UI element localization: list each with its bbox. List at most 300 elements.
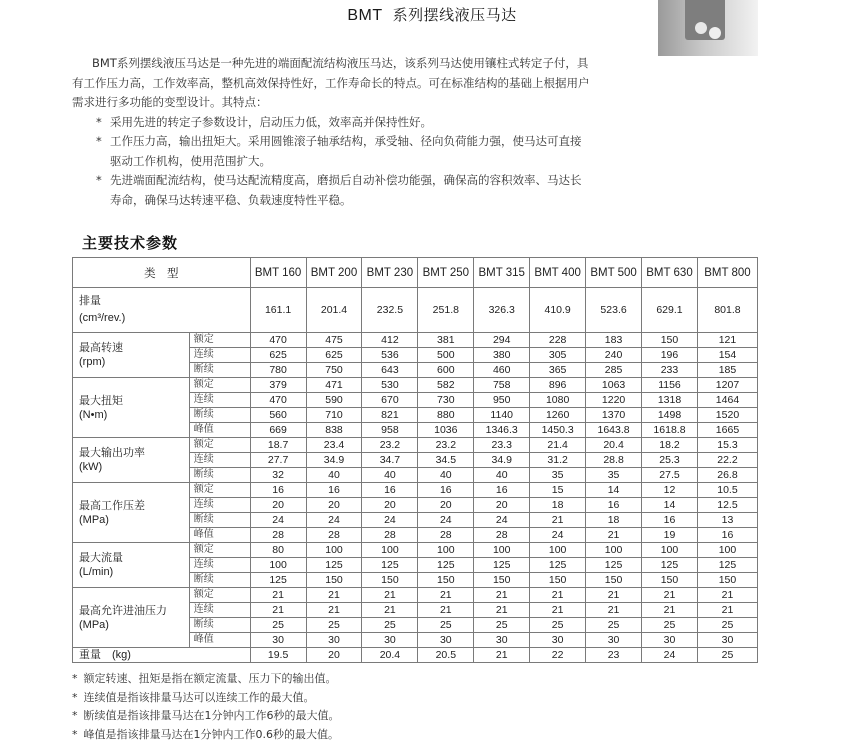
sub-label: 连续 xyxy=(189,498,250,513)
table-cell: 14 xyxy=(642,498,698,513)
table-cell: 1318 xyxy=(642,393,698,408)
table-cell: 30 xyxy=(642,633,698,648)
table-cell: 21 xyxy=(474,588,530,603)
table-cell: 471 xyxy=(306,378,362,393)
table-cell: 100 xyxy=(642,543,698,558)
table-cell: 22 xyxy=(530,648,586,663)
table-cell: 625 xyxy=(250,348,306,363)
table-cell: 326.3 xyxy=(474,288,530,333)
table-cell: 25.3 xyxy=(642,453,698,468)
table-cell: 150 xyxy=(642,333,698,348)
table-cell: 475 xyxy=(306,333,362,348)
table-cell: 410.9 xyxy=(530,288,586,333)
table-cell: 100 xyxy=(474,543,530,558)
param-label xyxy=(73,438,190,483)
bullet-star-icon: * xyxy=(96,173,102,187)
table-cell: 18 xyxy=(530,498,586,513)
table-cell: 21 xyxy=(530,588,586,603)
table-cell: 40 xyxy=(362,468,418,483)
table-cell: 150 xyxy=(530,573,586,588)
table-cell: 196 xyxy=(642,348,698,363)
table-cell: 28.8 xyxy=(586,453,642,468)
table-cell: 100 xyxy=(306,543,362,558)
table-cell: 750 xyxy=(306,363,362,378)
table-cell: 21 xyxy=(530,513,586,528)
table-cell: 125 xyxy=(362,558,418,573)
sub-label: 断续 xyxy=(189,468,250,483)
table-cell: 28 xyxy=(362,528,418,543)
table-cell: 125 xyxy=(250,573,306,588)
param-name: 最高工作压差 xyxy=(79,499,145,512)
feature-text: 工作压力高，输出扭矩大。采用圆锥滚子轴承结构，承受轴、径向负荷能力强，使马达可直接驱动工作机构，使用范围扩大。 xyxy=(110,134,582,168)
table-row xyxy=(73,588,758,603)
table-cell: 21 xyxy=(250,603,306,618)
table-cell: 25 xyxy=(697,618,757,633)
table-cell: 530 xyxy=(362,378,418,393)
table-cell: 16 xyxy=(306,483,362,498)
sub-label: 额定 xyxy=(189,438,250,453)
feature-text: 先进端面配流结构，使马达配流精度高，磨损后自动补偿功能强，确保高的容积效率、马达长寿命，确保马达转速平稳、负载速度特性平稳。 xyxy=(110,173,582,207)
table-cell: 1618.8 xyxy=(642,423,698,438)
table-cell: 40 xyxy=(418,468,474,483)
sub-label: 断续 xyxy=(189,408,250,423)
motor-port-shape xyxy=(695,22,707,34)
table-cell: 34.7 xyxy=(362,453,418,468)
table-cell: 125 xyxy=(306,558,362,573)
table-cell: 26.8 xyxy=(697,468,757,483)
table-cell: 582 xyxy=(418,378,474,393)
model-header: BMT 160 xyxy=(250,258,306,288)
table-cell: 21 xyxy=(306,603,362,618)
table-cell: 21 xyxy=(697,603,757,618)
table-cell: 21 xyxy=(697,588,757,603)
table-cell: 240 xyxy=(586,348,642,363)
table-cell: 600 xyxy=(418,363,474,378)
table-cell: 1346.3 xyxy=(474,423,530,438)
table-cell: 15 xyxy=(530,483,586,498)
sub-label: 额定 xyxy=(189,483,250,498)
param-label xyxy=(73,588,190,648)
table-cell: 150 xyxy=(306,573,362,588)
note-star-icon: * xyxy=(72,727,78,741)
sub-label: 额定 xyxy=(189,378,250,393)
table-cell: 100 xyxy=(362,543,418,558)
table-cell: 14 xyxy=(586,483,642,498)
model-header: BMT 400 xyxy=(530,258,586,288)
table-cell: 24 xyxy=(250,513,306,528)
table-cell: 34.9 xyxy=(306,453,362,468)
table-cell: 780 xyxy=(250,363,306,378)
table-cell: 32 xyxy=(250,468,306,483)
table-cell: 125 xyxy=(530,558,586,573)
table-cell: 629.1 xyxy=(642,288,698,333)
table-row xyxy=(73,648,758,663)
spec-table xyxy=(72,257,758,663)
table-cell: 21 xyxy=(418,603,474,618)
param-name: 最大流量 xyxy=(79,552,123,564)
param-name: 最大扭矩 xyxy=(79,394,123,407)
table-cell: 28 xyxy=(418,528,474,543)
sub-label: 断续 xyxy=(189,363,250,378)
product-photo xyxy=(658,0,758,56)
table-cell: 150 xyxy=(474,573,530,588)
table-cell: 21 xyxy=(642,588,698,603)
table-cell: 25 xyxy=(697,648,757,663)
param-unit: (N•m) xyxy=(79,408,108,421)
table-cell: 16 xyxy=(474,483,530,498)
table-cell: 643 xyxy=(362,363,418,378)
table-cell: 590 xyxy=(306,393,362,408)
sub-label: 连续 xyxy=(189,453,250,468)
table-cell: 23 xyxy=(586,648,642,663)
table-cell: 1220 xyxy=(586,393,642,408)
table-cell: 16 xyxy=(418,483,474,498)
table-cell: 23.4 xyxy=(306,438,362,453)
table-cell: 10.5 xyxy=(697,483,757,498)
sub-label: 额定 xyxy=(189,333,250,348)
table-cell: 20 xyxy=(250,498,306,513)
table-cell: 232.5 xyxy=(362,288,418,333)
model-header: BMT 500 xyxy=(586,258,642,288)
note-item xyxy=(72,689,340,708)
table-cell: 100 xyxy=(250,558,306,573)
param-label xyxy=(73,483,190,543)
table-cell: 24 xyxy=(418,513,474,528)
param-label xyxy=(73,543,190,588)
table-cell: 251.8 xyxy=(418,288,474,333)
table-cell: 24 xyxy=(642,648,698,663)
feature-text: 采用先进的转定子参数设计，启动压力低，效率高并保持性好。 xyxy=(110,114,432,129)
table-cell: 285 xyxy=(586,363,642,378)
table-cell: 35 xyxy=(530,468,586,483)
table-cell: 22.2 xyxy=(697,453,757,468)
table-cell: 125 xyxy=(586,558,642,573)
table-cell: 18.2 xyxy=(642,438,698,453)
table-row xyxy=(73,483,758,498)
table-cell: 25 xyxy=(250,618,306,633)
table-cell: 523.6 xyxy=(586,288,642,333)
table-cell: 28 xyxy=(474,528,530,543)
table-cell: 25 xyxy=(362,618,418,633)
table-cell: 100 xyxy=(418,543,474,558)
table-cell: 20 xyxy=(362,498,418,513)
table-cell: 1063 xyxy=(586,378,642,393)
table-cell: 19.5 xyxy=(250,648,306,663)
table-cell: 1498 xyxy=(642,408,698,423)
table-cell: 34.9 xyxy=(474,453,530,468)
table-cell: 896 xyxy=(530,378,586,393)
table-cell: 21 xyxy=(362,588,418,603)
table-cell: 25 xyxy=(418,618,474,633)
table-cell: 183 xyxy=(586,333,642,348)
model-header: BMT 250 xyxy=(418,258,474,288)
table-cell: 669 xyxy=(250,423,306,438)
table-cell: 412 xyxy=(362,333,418,348)
table-cell: 880 xyxy=(418,408,474,423)
table-cell: 21 xyxy=(586,603,642,618)
table-cell: 28 xyxy=(250,528,306,543)
table-cell: 21 xyxy=(306,588,362,603)
sub-label: 额定 xyxy=(189,588,250,603)
table-cell: 1156 xyxy=(642,378,698,393)
table-cell: 21 xyxy=(418,588,474,603)
table-cell: 24 xyxy=(530,528,586,543)
table-cell: 150 xyxy=(418,573,474,588)
table-cell: 228 xyxy=(530,333,586,348)
table-cell: 125 xyxy=(697,558,757,573)
model-header: BMT 315 xyxy=(474,258,530,288)
table-cell: 150 xyxy=(586,573,642,588)
table-cell: 80 xyxy=(250,543,306,558)
table-cell: 27.7 xyxy=(250,453,306,468)
table-cell: 30 xyxy=(250,633,306,648)
table-cell: 15.3 xyxy=(697,438,757,453)
table-cell: 150 xyxy=(362,573,418,588)
param-unit: (rpm) xyxy=(79,356,106,368)
model-header: BMT 200 xyxy=(306,258,362,288)
table-row xyxy=(73,288,758,333)
table-cell: 560 xyxy=(250,408,306,423)
table-cell: 21 xyxy=(586,588,642,603)
table-cell: 16 xyxy=(250,483,306,498)
table-cell: 28 xyxy=(306,528,362,543)
intro-paragraph: BMT系列摆线液压马达是一种先进的端面配流结构液压马达，该系列马达使用镶柱式转定子付，具有工作压力高，工作效率高，整机高效保持性好，工作寿命长的特点。可在标准结构的基础上根据用户需求进行多功能的变型设计。其特点： xyxy=(72,56,590,109)
sub-label: 连续 xyxy=(189,348,250,363)
feature-item xyxy=(96,132,592,171)
sub-label: 断续 xyxy=(189,573,250,588)
table-row xyxy=(73,378,758,393)
table-cell: 536 xyxy=(362,348,418,363)
table-cell: 21 xyxy=(642,603,698,618)
table-cell: 20 xyxy=(418,498,474,513)
table-cell: 21.4 xyxy=(530,438,586,453)
table-cell: 25 xyxy=(642,618,698,633)
table-cell: 40 xyxy=(474,468,530,483)
table-cell: 18 xyxy=(586,513,642,528)
table-cell: 161.1 xyxy=(250,288,306,333)
table-cell: 154 xyxy=(697,348,757,363)
sub-label: 峰值 xyxy=(189,633,250,648)
table-cell: 25 xyxy=(530,618,586,633)
table-cell: 950 xyxy=(474,393,530,408)
table-cell: 21 xyxy=(474,648,530,663)
table-cell: 150 xyxy=(642,573,698,588)
note-star-icon: * xyxy=(72,690,78,704)
table-cell: 958 xyxy=(362,423,418,438)
table-cell: 16 xyxy=(642,513,698,528)
param-unit: (MPa) xyxy=(79,618,109,631)
table-cell: 100 xyxy=(586,543,642,558)
table-cell: 121 xyxy=(697,333,757,348)
note-text: 断续值是指该排量马达在1分钟内工作6秒的最大值。 xyxy=(83,709,340,722)
table-cell: 23.3 xyxy=(474,438,530,453)
table-cell: 150 xyxy=(697,573,757,588)
table-cell: 500 xyxy=(418,348,474,363)
table-cell: 20.4 xyxy=(586,438,642,453)
table-cell: 125 xyxy=(642,558,698,573)
sub-label: 断续 xyxy=(189,513,250,528)
param-label xyxy=(73,288,251,333)
table-cell: 21 xyxy=(250,588,306,603)
table-cell: 470 xyxy=(250,393,306,408)
table-cell: 24 xyxy=(306,513,362,528)
table-cell: 19 xyxy=(642,528,698,543)
section-title: 主要技术参数 xyxy=(82,234,179,252)
sub-label: 断续 xyxy=(189,618,250,633)
bullet-star-icon: * xyxy=(96,134,102,148)
table-cell: 12 xyxy=(642,483,698,498)
table-cell: 16 xyxy=(362,483,418,498)
title-text: 系列摆线液压马达 xyxy=(392,6,517,24)
model-header: BMT 630 xyxy=(642,258,698,288)
table-cell: 40 xyxy=(306,468,362,483)
bullet-star-icon: * xyxy=(96,114,102,129)
table-cell: 670 xyxy=(362,393,418,408)
table-cell: 18.7 xyxy=(250,438,306,453)
table-cell: 801.8 xyxy=(697,288,757,333)
note-star-icon: * xyxy=(72,709,78,722)
feature-list xyxy=(72,113,592,211)
table-cell: 23.2 xyxy=(362,438,418,453)
sub-label: 额定 xyxy=(189,543,250,558)
table-header-row xyxy=(73,258,758,288)
table-cell: 294 xyxy=(474,333,530,348)
table-cell: 30 xyxy=(306,633,362,648)
table-cell: 1665 xyxy=(697,423,757,438)
sub-label: 连续 xyxy=(189,558,250,573)
table-cell: 25 xyxy=(474,618,530,633)
table-cell: 20.5 xyxy=(418,648,474,663)
table-cell: 380 xyxy=(474,348,530,363)
title-model: BMT xyxy=(347,7,383,24)
table-cell: 13 xyxy=(697,513,757,528)
model-header: BMT 800 xyxy=(697,258,757,288)
note-star-icon: * xyxy=(72,672,78,685)
table-cell: 758 xyxy=(474,378,530,393)
table-cell: 1140 xyxy=(474,408,530,423)
table-cell: 625 xyxy=(306,348,362,363)
table-cell: 12.5 xyxy=(697,498,757,513)
table-cell: 23.2 xyxy=(418,438,474,453)
table-cell: 185 xyxy=(697,363,757,378)
table-cell: 838 xyxy=(306,423,362,438)
table-cell: 1260 xyxy=(530,408,586,423)
table-cell: 24 xyxy=(362,513,418,528)
table-cell: 710 xyxy=(306,408,362,423)
note-item xyxy=(72,670,340,689)
table-cell: 1080 xyxy=(530,393,586,408)
param-name: 最大输出功率 xyxy=(79,447,145,459)
table-cell: 27.5 xyxy=(642,468,698,483)
table-cell: 30 xyxy=(474,633,530,648)
param-unit: (kW) xyxy=(79,461,103,473)
table-cell: 24 xyxy=(474,513,530,528)
table-cell: 1464 xyxy=(697,393,757,408)
note-text: 峰值是指该排量马达在1分钟内工作0.6秒的最大值。 xyxy=(83,727,339,741)
table-cell: 21 xyxy=(474,603,530,618)
motor-port-shape xyxy=(709,27,721,39)
param-label xyxy=(73,378,190,438)
note-item xyxy=(72,707,340,726)
table-cell: 34.5 xyxy=(418,453,474,468)
sub-label: 峰值 xyxy=(189,423,250,438)
table-cell: 365 xyxy=(530,363,586,378)
param-name: 最高允许进油压力 xyxy=(79,604,167,617)
table-cell: 20 xyxy=(306,498,362,513)
table-cell: 16 xyxy=(586,498,642,513)
table-cell: 201.4 xyxy=(306,288,362,333)
table-cell: 1450.3 xyxy=(530,423,586,438)
table-cell: 821 xyxy=(362,408,418,423)
table-row xyxy=(73,438,758,453)
table-cell: 16 xyxy=(697,528,757,543)
param-label: 重量 (kg) xyxy=(73,648,251,663)
param-label xyxy=(73,333,190,378)
table-cell: 20 xyxy=(474,498,530,513)
param-unit: (L/min) xyxy=(79,566,114,578)
param-unit: (MPa) xyxy=(79,513,109,526)
param-name: 排量 xyxy=(79,295,101,307)
table-cell: 470 xyxy=(250,333,306,348)
sub-label: 连续 xyxy=(189,603,250,618)
table-cell: 30 xyxy=(362,633,418,648)
table-cell: 1520 xyxy=(697,408,757,423)
note-item xyxy=(72,726,340,745)
table-cell: 1643.8 xyxy=(586,423,642,438)
param-unit: (cm³/rev.) xyxy=(79,312,126,324)
table-cell: 21 xyxy=(586,528,642,543)
table-row xyxy=(73,333,758,348)
table-cell: 35 xyxy=(586,468,642,483)
table-cell: 233 xyxy=(642,363,698,378)
table-cell: 21 xyxy=(362,603,418,618)
table-cell: 20.4 xyxy=(362,648,418,663)
table-cell: 730 xyxy=(418,393,474,408)
notes xyxy=(72,670,340,744)
feature-item xyxy=(96,171,592,210)
table-cell: 30 xyxy=(697,633,757,648)
param-name: 最高转速 xyxy=(79,342,123,354)
table-cell: 125 xyxy=(418,558,474,573)
table-cell: 100 xyxy=(530,543,586,558)
table-cell: 1036 xyxy=(418,423,474,438)
note-text: 额定转速、扭矩是指在额定流量、压力下的输出值。 xyxy=(83,672,337,685)
table-cell: 381 xyxy=(418,333,474,348)
table-cell: 25 xyxy=(586,618,642,633)
sub-label: 连续 xyxy=(189,393,250,408)
table-cell: 305 xyxy=(530,348,586,363)
table-cell: 30 xyxy=(586,633,642,648)
table-cell: 25 xyxy=(306,618,362,633)
table-cell: 20 xyxy=(306,648,362,663)
table-cell: 21 xyxy=(530,603,586,618)
table-cell: 30 xyxy=(418,633,474,648)
table-cell: 31.2 xyxy=(530,453,586,468)
table-cell: 460 xyxy=(474,363,530,378)
table-cell: 125 xyxy=(474,558,530,573)
table-row xyxy=(73,543,758,558)
table-cell: 379 xyxy=(250,378,306,393)
table-cell: 1370 xyxy=(586,408,642,423)
note-text: 连续值是指该排量马达可以连续工作的最大值。 xyxy=(83,690,315,704)
intro-section xyxy=(72,54,592,210)
model-header: BMT 230 xyxy=(362,258,418,288)
sub-label: 峰值 xyxy=(189,528,250,543)
type-header: 类 型 xyxy=(73,258,251,288)
table-cell: 30 xyxy=(530,633,586,648)
table-cell: 100 xyxy=(697,543,757,558)
feature-item xyxy=(96,113,592,133)
